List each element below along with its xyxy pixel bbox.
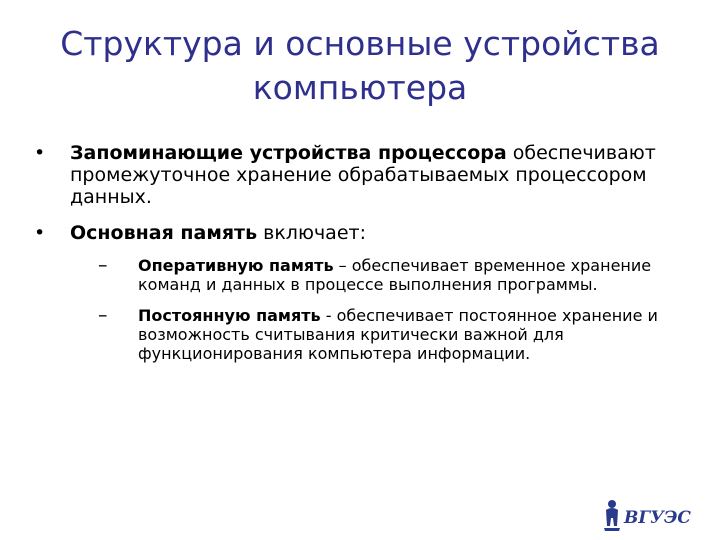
sub-bullet-item bbox=[98, 306, 684, 363]
bullet-bold-text: Основная память bbox=[70, 222, 258, 244]
sub-bullet-bold-text: Постоянную память bbox=[138, 306, 321, 325]
bullet-list bbox=[34, 142, 684, 377]
sub-bullet-text: - обеспечивает постоянное хранение и возможность считывания критически важной для функционирования компьютера информации. bbox=[138, 306, 658, 363]
sub-bullet-text: – обеспечивает временное хранение команд и данных в процессе выполнения программы. bbox=[138, 256, 652, 294]
sub-bullet-bold-text: Оперативную память bbox=[138, 256, 334, 275]
bullet-marker: • bbox=[34, 142, 46, 164]
university-logo-icon bbox=[600, 496, 692, 534]
logo-text: ВГУЭС bbox=[624, 508, 691, 528]
sub-bullet-item bbox=[98, 256, 684, 294]
sub-bullet-list bbox=[98, 256, 684, 363]
bullet-text: включает: bbox=[257, 222, 366, 244]
bullet-bold-text: Запоминающие устройства процессора bbox=[70, 142, 507, 164]
sub-bullet-marker: – bbox=[98, 254, 108, 276]
slide-title: Структура и основные устройства компьютера bbox=[60, 24, 660, 107]
bullet-item bbox=[34, 222, 684, 363]
bullet-marker: • bbox=[34, 222, 46, 244]
bullet-text: обеспечивают промежуточное хранение обрабатываемых процессором данных. bbox=[70, 142, 656, 208]
sub-bullet-marker: – bbox=[98, 304, 108, 326]
bullet-item bbox=[34, 142, 684, 208]
